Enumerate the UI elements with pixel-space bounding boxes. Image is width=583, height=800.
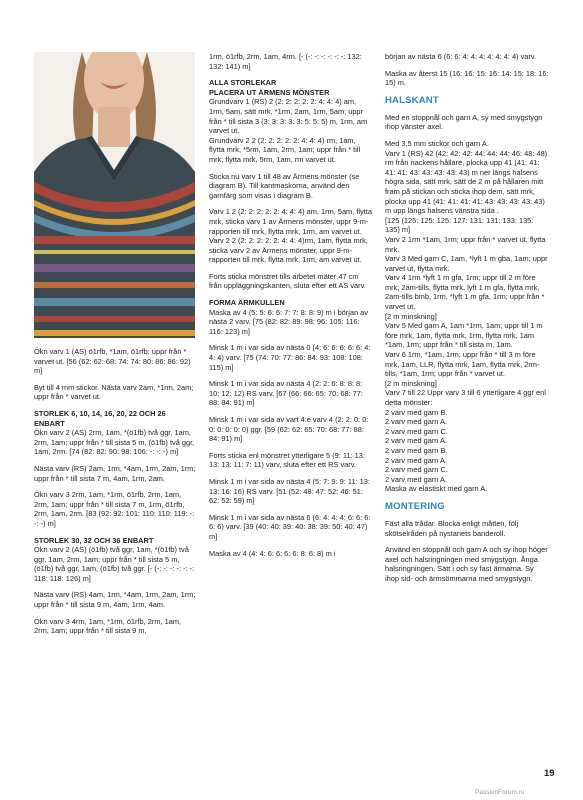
paragraph: Minsk 1 m i var sida av nästa 4 (5: 7: 9: 9: 11: 13: 13: 16: 16) RS varv. [51 (52: 48: 47: 52: 46: 51: 62: 52: 59) m] [209, 476, 370, 506]
paragraph: Varv 1 2 (2: 2: 2: 2: 2: 4: 4: 4) am, 1rm, 5am, flytta mrk, sticka varv 1 av Ärmens mönster, uppr 9-m-rapporten till mrk, flytta mrk, 1rm, am varvet ut. [209, 207, 372, 236]
subheading: FORMA ÄRMKULLEN [209, 298, 285, 308]
paragraph: 1rm, ö1rfb, 2rm, 1am, 4rm. [- (-: -: -: -: -: -: 132: 132: 141) m] [209, 52, 362, 71]
subheading: STORLEK 6, 10, 14, 16, 20, 22 OCH 26 ENBART [34, 408, 166, 428]
paragraph: Varv 7 till 22 Uppr varv 3 till 6 ytterligare 4 ggr enl detta mönster: [385, 388, 546, 407]
column-left [34, 347, 197, 643]
paragraph: Nästa varv (RS) 2am, 1rm, *4am, 1rm, 2am, 1rm; uppr från * till sista 7 m, 4am, 1rm, 2am. [34, 463, 196, 483]
paragraph: Varv 4 1rm *lyft 1 m gfa, 1rm; uppr till 2 m före mrk, 2am-tills, flytta mrk, lyft 1 m gfa, flytta mrk, 2am-tills bmb, 1rm, *lyft 1 m gfa, 1rm; uppr från * varvet ut. [385, 273, 545, 312]
paragraph: Maska av 4 (5: 5: 6: 6: 7: 7: 8: 8: 9) m i början av nästa 2 varv. [75 (82: 82: 89: 98: 96: 105: 116: 116: 123) m] [209, 307, 368, 336]
paragraph: Grundvarv 2 2 (2: 2: 2: 2: 2: 4: 4: 4) rm, 1am, flytta mrk, *5rm, 1am, 2rm, 1am; uppr från * till mrk, flytta mrk, 5rm, 1am, rm varvet ut. [209, 135, 361, 164]
paragraph: Minsk 1 m i var sida av nästa 0 (4: 6: 6: 6: 6: 6: 4: 4: 4) varv. [75 (74: 70: 77: 86: 84: 93: 108: 108: 115) m] [209, 343, 371, 372]
paragraph: Forts sticka enl mönstret ytterligare 5 (9: 11: 13: 13: 13: 11: 7: 11) varv, sluta efter ett RS varv. [209, 450, 365, 470]
paragraph: Sticka nu varv 1 till 48 av Ärmens mönster (se diagram B). Till kantmaskorna, använd den garnfärg som visas i diagram B. [209, 171, 360, 200]
paragraph: Minsk 1 m i var sida av nästa 6 (6: 4: 4: 4: 6: 6: 6: 6: 6) varv. [39 (40: 40: 39: 40: 38: 39: 50: 40: 47) m] [209, 512, 371, 541]
paragraph: Varv 6 1rm, *1am, 1rm; uppr från * till 3 m före mrk, 1am, LLR, flytta mrk, 1am, flytta mrk, 2rm-tills, *1am, 1rm; uppr från * varvet ut. [385, 350, 540, 379]
paragraph: 2 varv med garn A. [385, 436, 448, 446]
paragraph: Varv 2 1rm *1am, 1rm; uppr från * varvet ut, flytta mrk. [385, 234, 546, 254]
paragraph: Minsk 1 m i var sida av nästa 4 (2: 2: 6: 8: 8: 8: 10: 12: 12) RS varv. [67 (66: 66: 65: 70: 68: 77: 88: 84: 91) m] [209, 379, 363, 408]
paragraph: Varv 2 2 (2: 2: 2: 2: 2: 4: 4: 4)rm, 1am, flytta mrk, sticka varv 2 av Ärmens mönster, uppr 9-m-rapporten till mrk, flytta mrk, 1rm, am varvet ut. [209, 236, 368, 265]
paragraph: Med en stoppnål och garn A, sy med smygstygn ihop vänster axel. [385, 112, 543, 132]
paragraph: [2 m minskning] [385, 311, 437, 321]
paragraph: 2 varv med garn C. [385, 426, 448, 436]
paragraph: Med 3,5 mm stickor och garn A. [385, 138, 489, 148]
column-middle [209, 52, 372, 565]
section-heading: MONTERING [385, 500, 445, 512]
paragraph: [2 m minskning] [385, 378, 437, 388]
watermark: PassionForum.ru [475, 789, 525, 796]
paragraph: Varv 1 (RS) 42 (42: 42: 42: 44: 44: 44: 46: 48: 48) rm från nackens hållare, plocka upp 41 (41: 41: 41: 41: 43: 43: 43: 43: 43) m ner längs halsens högra sida, sätt mrk, sätt de 2 m på hållaren mitt fram på stickan och sticka ihop dem, sätt mrk, plocka upp 41 (41: 41: 41: 41: 43: 43: 43: 43: 43) m upp längs halsens vänstra sida . [385, 148, 548, 216]
paragraph: Fäst alla trådar. Blocka enligt måtten, följ skötselråden på nystanets banderoll. [385, 518, 519, 538]
paragraph: 2 varv med garn B. [385, 445, 448, 455]
paragraph: Ökn varv 2 (AS) (ö1fb) två ggr, 1am, *(ö1fb) två ggr, 1am, 2rm, 1am; uppr från * till sista 5 m, (ö1fb) två ggr, 1am, (ö1fb) två ggr. [- (-: -: -: -: -: -: 118: 118: 126) m] [34, 545, 195, 583]
paragraph: Varv 5 Med garn A, 1am *1rm, 1am; uppr till 1 m före mrk, 1am, flytta mrk, 1rm, flytta mrk, 1am *1am, 1rm; uppr från * till sista m, 1am. [385, 321, 543, 350]
paragraph: 2 varv med garn A. [385, 417, 448, 427]
paragraph: Grundvarv 1 (RS) 2 (2: 2: 2: 2: 2: 4: 4: 4) am, 1rm, 5am, sätt mrk, *1rm, 2am, 1rm, 5am; uppr från * till sista 3 (3: 3: 3: 3: 3: 5: 5: 5) m, 1rm, am varvet ut. [209, 97, 368, 136]
paragraph: Maska av elastiskt med garn A. [385, 484, 488, 494]
paragraph: Maska av återst 15 (16: 16: 15: 16: 14: 15: 18: 16: 15) m. [385, 68, 549, 88]
paragraph: Ökn varv 2 (AS) 2rm, 1am, *(ö1fb) två ggr, 1am, 2rm, 1am; uppr från * till sista 5 m, (ö1fb) två ggr, 1am, 2rm. [74 (82: 82: 90: 98: 106: -: -: -) m] [34, 428, 195, 457]
paragraph: Använd en stoppnål och garn A och sy ihop höger axel och halsringningen med smygstygn. Ånga halsringningen. Sätt i och sy fast ärmarna. Sy ihop sid- och ärmsömmarna med smygstygn. [385, 545, 548, 583]
section-heading: HALSKANT [385, 94, 439, 106]
subheading: PLACERA UT ÄRMENS MÖNSTER [209, 87, 330, 97]
paragraph: Ökn varv 3 4rm, 1am, *1rm, ö1rfb, 2rm, 1am, 2rm, 1am; uppr från * till sista 9 m, [34, 616, 182, 636]
paragraph: 2 varv med garn C. [385, 465, 448, 475]
paragraph: [125 (125: 125: 125: 127: 131: 131: 133: 135: 135) m] [385, 215, 534, 235]
paragraph: Byt till 4 mm stickor. Nästa varv 2am, *1rm, 2am; uppr från * varvet ut. [34, 382, 194, 402]
paragraph: Ökn varv 3 2rm, 1am, *1rm, ö1rfb, 2rm, 1am, 2rm, 1am; uppr från * till sista 7 m, 1rm, ö1rfb, 2rm, 1am, 2rm. [83 (92: 92: 101: 110: 110: 119: -: -: -) m] [34, 490, 195, 528]
paragraph: Nästa varv (RS) 4am, 1rm, *4am, 1rm, 2am, 1rm; uppr från * till sista 9 m, 4am, 1rm, 4am. [34, 590, 196, 610]
column-right [385, 52, 549, 591]
paragraph: 2 varv med garn A. [385, 455, 448, 465]
paragraph: 2 varv med garn A. [385, 474, 448, 484]
paragraph: början av nästa 6 (6: 6: 4: 4: 4: 4: 4: 4: 4) varv. [385, 52, 537, 61]
model-photo [34, 52, 195, 338]
paragraph: 2 varv med garn B. [385, 407, 448, 417]
paragraph: Minsk 1 m i var sida av vart 4:e varv 4 (2: 2: 0: 0: 0: 0: 0: 0: 0) ggr. [59 (62: 62: 65: 70: 68: 77: 88: 84: 91) m] [209, 415, 369, 444]
paragraph: Maska av 4 (4: 4: 6: 6: 6: 6: 8: 6: 8) m i [209, 548, 336, 558]
subheading: STORLEK 30, 32 OCH 36 ENBART [34, 535, 154, 545]
paragraph: Forts sticka mönstret tills arbetet mäter 47 cm från uppläggningskanten, sluta efter ett AS varv. [209, 271, 366, 291]
subheading: ALLA STORLEKAR [209, 78, 277, 88]
paragraph: Varv 3 Med garn C, 1am, *lyft 1 m gba, 1am; uppr varvet ut, flytta mrk. [385, 254, 548, 273]
paragraph: Ökn varv 1 (AS) ö1rfb, *1am, ö1rfb; uppr från * varvet ut. [56 (62: 62: 68: 74: 74: 80: 86: 86: 92) m] [34, 347, 191, 376]
page-number: 19 [544, 768, 555, 779]
